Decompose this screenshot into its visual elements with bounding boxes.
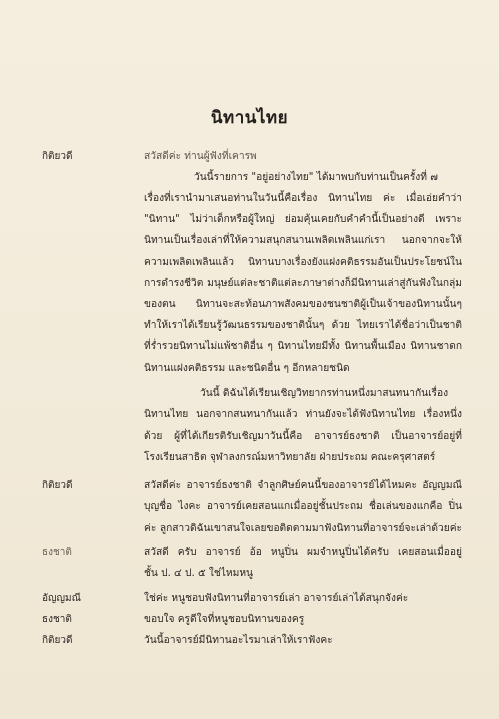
dialogue-line — [0, 385, 499, 402]
line-text: ค่ะ ลูกสาวดิฉันเขาสนใจเลยขอติดตามมาฟังนิทานที่อาจารย์จะเล่าด้วยค่ะ — [144, 523, 462, 534]
document-title: นิทานไทย — [210, 108, 289, 128]
line-text: ของตน นิทานจะสะท้อนภาพสังคมของชนชาติผู้เป็นเจ้าของนิทานนั้นๆ — [144, 299, 462, 310]
line-text: นิทานแฝงคติธรรม และชนิดอื่น ๆ อีกหลายชนิด — [144, 363, 350, 374]
line-text: ชั้น ป. ๔ ป. ๕ ใช่ไหมหนู — [144, 568, 254, 579]
dialogue-line — [0, 428, 499, 445]
line-text: วันนี้รายการ "อยู่อย่างไทย" ได้มาพบกับท่านเป็นครั้งที่ ๗ — [194, 172, 438, 183]
line-text: เรื่องที่เรานำมาเสนอท่านในวันนี้คือเรื่อง นิทานไทย ค่ะ เมื่อเอ่ยคำว่า — [144, 193, 462, 204]
line-text: วันนี้อาจารย์มีนิทานอะไรมาเล่าให้เราฟังคะ — [144, 635, 333, 646]
dialogue-line — [0, 254, 499, 271]
dialogue-line — [0, 360, 499, 377]
line-text: การดำรงชีวิต มนุษย์แต่ละชาติแต่ละภาษาต่างก็มีนิทานเล่าสู่กันฟังในกลุ่ม — [144, 278, 462, 289]
line-text: วันนี้ ดิฉันได้เรียนเชิญวิทยากรท่านหนึ่งมาสนทนากันเรื่อง — [200, 388, 449, 399]
speaker-label: ธงชาติ — [42, 614, 72, 625]
line-text: สวัสดี ครับ อาจารย์ อ้อ หนูปิ่น ผมจำหนูปิ่นได้ครับ เคยสอนเมื่ออยู่ — [144, 547, 462, 558]
dialogue-line — [0, 169, 499, 186]
dialogue-line — [0, 477, 499, 494]
dialogue-line — [0, 211, 499, 228]
dialogue-line — [0, 406, 499, 423]
dialogue-line — [0, 317, 499, 334]
line-text: บุญชื่อ ไงคะ อาจารย์เคยสอนแกเมื่ออยู่ชั้นประถม ชื่อเล่นของแกคือ ปิ่น — [144, 501, 462, 512]
dialogue-line — [0, 148, 499, 165]
line-text: ใช่ค่ะ หนูชอบฟังนิทานที่อาจารย์เล่า อาจารย์เล่าได้สนุกจังค่ะ — [144, 593, 409, 604]
line-text: ที่ร่ำรวยนิทานไม่แพ้ชาติอื่น ๆ นิทานไทยมีทั้ง นิทานพื้นเมือง นิทานชาดก — [144, 341, 462, 352]
dialogue-line — [0, 498, 499, 515]
dialogue-line — [0, 275, 499, 292]
line-text: ขอบใจ ครูดีใจที่หนูชอบนิทานของครู — [144, 614, 305, 625]
dialogue-line — [0, 296, 499, 313]
dialogue-line — [0, 565, 499, 582]
dialogue-line — [0, 520, 499, 537]
speaker-label: อัญญมณี — [42, 593, 81, 604]
dialogue-line — [0, 338, 499, 355]
line-text: ความเพลิดเพลินแล้ว นิทานบางเรื่องยังแฝงคติธรรมอันเป็นประโยชน์ใน — [144, 257, 462, 268]
speaker-label: กิติยวดี — [42, 480, 73, 491]
line-text: นิทานเป็นเรื่องเล่าที่ให้ความสนุกสนานเพลิดเพลินแก่เรา นอกจากจะให้ — [144, 235, 462, 246]
dialogue-line — [0, 449, 499, 466]
line-text: ทำให้เราได้เรียนรู้วัฒนธรรมของชาตินั้นๆ ด้วย ไทยเราได้ชื่อว่าเป็นชาติ — [144, 320, 462, 331]
line-text: สวัสดีค่ะ อาจารย์ธงชาติ จำลูกศิษย์คนนี้ของอาจารย์ได้ไหมคะ อัญญมณี — [144, 480, 462, 491]
dialogue-line — [0, 190, 499, 207]
dialogue-line — [0, 611, 499, 628]
line-text: ด้วย ผู้ที่ได้เกียรติรับเชิญมาวันนี้คือ อาจารย์ธงชาติ เป็นอาจารย์อยู่ที่ — [144, 431, 462, 442]
speaker-label: กิติยวดี — [42, 151, 73, 162]
line-text: "นิทาน" ไม่ว่าเด็กหรือผู้ใหญ่ ย่อมคุ้นเคยกับคำคำนี้เป็นอย่างดี เพราะ — [144, 214, 462, 225]
line-text: นิทานไทย นอกจากสนทนากันแล้ว ท่านยังจะได้ฟังนิทานไทย เรื่องหนึ่ง — [144, 409, 462, 420]
dialogue-line — [0, 632, 499, 649]
dialogue-line — [0, 232, 499, 249]
dialogue-line — [0, 590, 499, 607]
dialogue-line — [0, 544, 499, 561]
speaker-label: กิติยวดี — [42, 635, 73, 646]
line-text: สวัสดีค่ะ ท่านผู้ฟังที่เคารพ — [144, 151, 257, 162]
line-text: โรงเรียนสาธิต จุฬาลงกรณ์มหาวิทยาลัย ฝ่ายประถม คณะครุศาสตร์ — [144, 452, 436, 463]
speaker-label: ธงชาติ — [42, 547, 72, 558]
